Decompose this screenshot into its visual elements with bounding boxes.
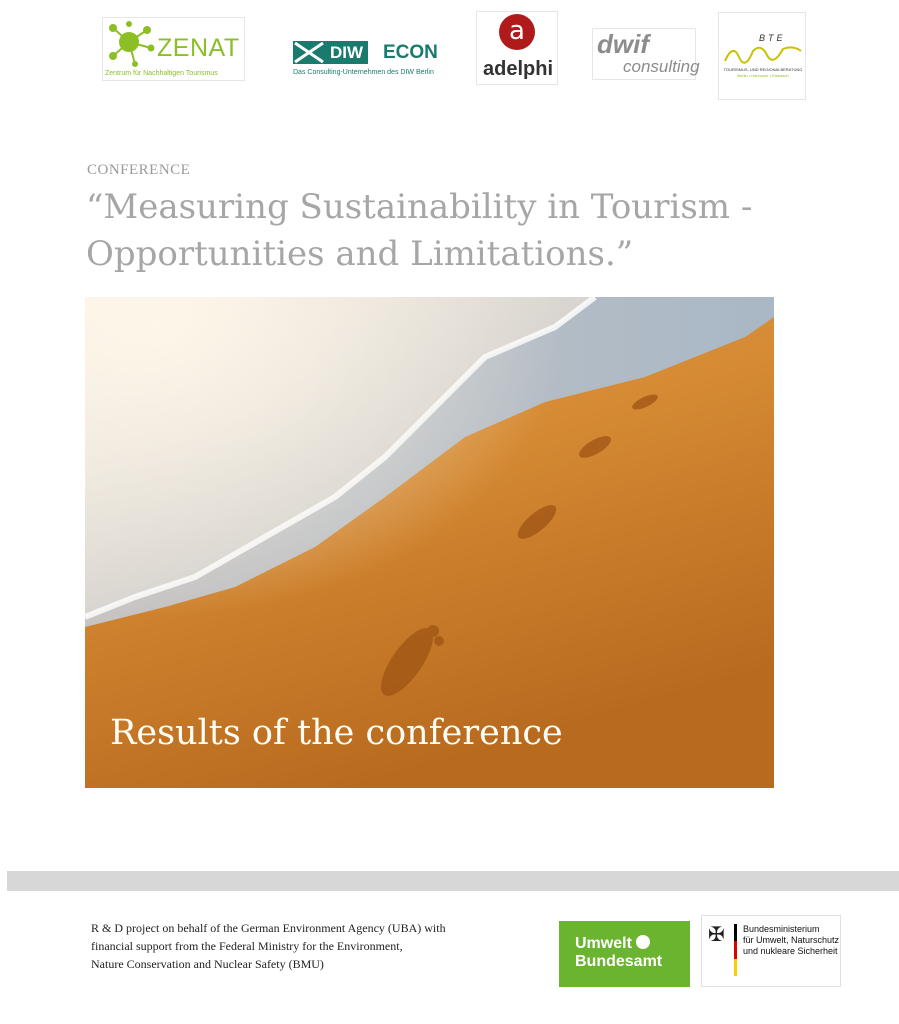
footer-line-2: financial support from the Federal Ministry for the Environment, — [91, 939, 403, 953]
zenat-logo-text: ZENAT — [157, 34, 240, 62]
bte-logo-text: BTE — [759, 33, 786, 43]
cover-photo — [85, 297, 774, 788]
zenat-logo — [102, 17, 245, 81]
bmu-logo-line-3: und nukleare Sicherheit — [743, 946, 838, 956]
bmu-logo — [701, 915, 841, 987]
bmu-logo-line-2: für Umwelt, Naturschutz — [743, 935, 840, 945]
uba-tree-icon — [636, 935, 650, 949]
footer-text — [91, 919, 446, 973]
diw-econ-logo — [293, 41, 446, 81]
dwif-logo-subtitle: consulting — [623, 57, 700, 76]
bte-wave-icon — [723, 41, 803, 65]
footer-line-3: Nature Conservation and Nuclear Safety (BMU) — [91, 957, 324, 971]
adelphi-logo-text: adelphi — [482, 58, 553, 80]
zenat-molecule-icon — [105, 20, 157, 70]
adelphi-mark-icon: a — [499, 14, 535, 50]
conference-label: CONFERENCE — [87, 162, 191, 178]
adelphi-logo — [476, 11, 558, 85]
diw-logo-subtitle: Das Consulting-Unternehmen des DIW Berlin — [293, 69, 434, 76]
dwif-logo-text: dwif — [597, 29, 649, 59]
diw-cross-icon — [293, 41, 325, 64]
dwif-logo — [592, 28, 700, 80]
bte-logo-cities: Berlin • Hannover • Eisenach — [737, 73, 789, 78]
zenat-logo-subtitle: Zentrum für Nachhaltigen Tourismus — [105, 70, 218, 77]
federal-eagle-icon: ✠ — [708, 924, 725, 946]
footer-divider — [7, 871, 899, 891]
bmu-logo-line-1: Bundesministerium — [743, 924, 820, 934]
uba-logo-line-2: Bundesamt — [575, 953, 663, 970]
diw-logo-text: DIW — [325, 41, 368, 64]
uba-logo-line-1: Umwelt — [575, 935, 632, 952]
page-title — [86, 184, 806, 278]
title-line-1: “Measuring Sustainability in Tourism - — [86, 187, 753, 227]
footer-line-1: R & D project on behalf of the German Environment Agency (UBA) with — [91, 921, 446, 935]
cover-caption: Results of the conference — [110, 713, 563, 753]
german-flag-icon — [734, 924, 737, 976]
bte-logo-subtitle: TOURISMUS- UND REGIONALBERATUNG — [723, 67, 803, 72]
econ-logo-text: ECON — [383, 42, 438, 63]
bmu-logo-text — [743, 924, 839, 957]
title-line-2: Opportunities and Limitations.” — [86, 234, 634, 274]
bte-logo — [718, 12, 806, 100]
uba-logo — [559, 921, 690, 987]
